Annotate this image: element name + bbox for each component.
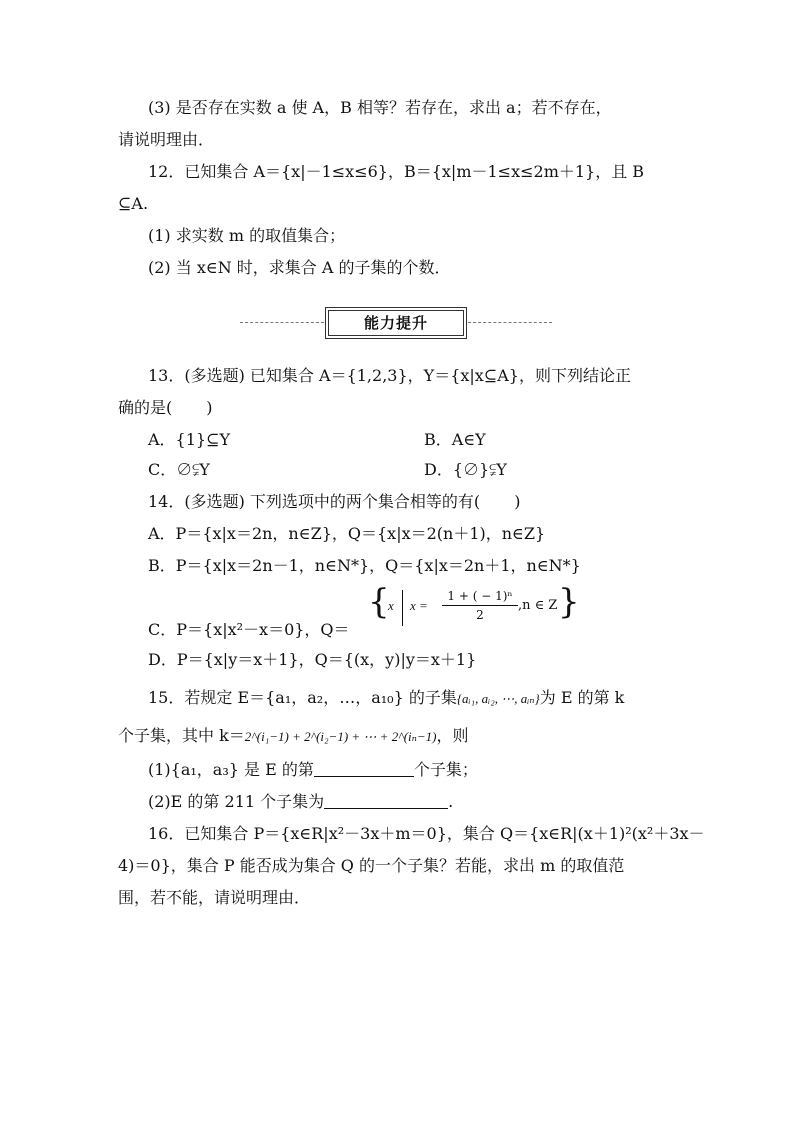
q16-line2: 4)＝0}，集合 P 能否成为集合 Q 的一个子集？若能，求出 m 的取值范 [118, 856, 625, 875]
q15-part2-text: (2)E 的第 211 个子集为 [148, 792, 325, 811]
q14-stem-text: 14．(多选题) 下列选项中的两个集合相等的有( [148, 492, 481, 511]
q14-option-a: A．P＝{x|x＝2n，n∈Z}，Q＝{x|x＝2(n＋1)，n∈Z} [148, 524, 546, 543]
q15-part2 [148, 790, 453, 814]
q12-stem-line1: 12．已知集合 A＝{x|－1≤x≤6}，B＝{x|m－1≤x≤2m＋1}，且 B [148, 162, 645, 181]
q16-line1: 16．已知集合 P＝{x∈R|x²－3x＋m＝0}，集合 Q＝{x∈R|(x＋1)²(x²＋3x－ [148, 824, 705, 843]
q14-option-d: D．P＝{x|y＝x＋1}，Q＝{(x，y)|y＝x＋1} [148, 650, 477, 669]
q15-part1-text: (1){a₁，a₃} 是 E 的第 [148, 760, 314, 779]
q16-line3: 围，若不能，请说明理由． [118, 888, 311, 907]
q12-part1: (1) 求实数 m 的取值集合； [148, 226, 346, 245]
q15-stem-line2-tail: ，则 [436, 726, 469, 745]
q13-option-b: B．A∈Y [424, 430, 486, 449]
q14-stem [148, 490, 520, 514]
q13-stem-text: 确的是( [118, 398, 173, 417]
q15-part1-tail: 个子集； [413, 760, 478, 779]
q13-stem-close: ) [206, 398, 213, 417]
q14-option-b: B．P＝{x|x＝2n－1，n∈N*}，Q＝{x|x＝2n＋1，n∈N*} [148, 556, 581, 575]
q13-option-c: C．∅⫋Y [148, 460, 210, 479]
set-variable: x [388, 598, 394, 613]
set-brace-right: } [558, 582, 580, 622]
q15-part2-tail: . [448, 792, 454, 811]
q13-option-a: A．{1}⊆Y [148, 430, 231, 449]
q15-stem-line1 [148, 686, 624, 711]
section-banner-title: 能力提升 [328, 310, 464, 336]
q12-stem-line2: ⊆A. [118, 194, 149, 213]
q15-part1 [148, 758, 478, 782]
banner-divider-left [240, 322, 324, 323]
q15-k-formula: 2^(i₁−1) + 2^(i₂−1) + ⋯ + 2^(iₙ−1) [244, 729, 437, 744]
q11-part3-line2: 请说明理由． [118, 130, 215, 149]
q13-stem-line2 [118, 396, 213, 420]
q13-stem-line1: 13．(多选题) 已知集合 A＝{1,2,3}，Y＝{x|x⊆A}，则下列结论正 [148, 366, 631, 385]
set-fraction [442, 588, 518, 624]
q15-stem-line2-text: 个子集，其中 k＝ [118, 726, 245, 745]
q15-stem-line2 [118, 724, 469, 749]
q13-option-d: D．{∅}⫋Y [424, 460, 507, 479]
q15-answer-blank-1[interactable] [314, 760, 414, 777]
q15-answer-blank-2[interactable] [324, 792, 448, 809]
fraction-denominator: 2 [476, 608, 484, 622]
set-condition-domain: ,n ∈ Z [518, 598, 558, 613]
set-condition-x: x = [410, 598, 428, 613]
q15-subset-notation: {aᵢ₁, aᵢ₂, ⋯, aᵢₙ} [456, 691, 540, 706]
q14-stem-close: ) [514, 492, 521, 511]
fraction-numerator: 1 + ( − 1)ⁿ [442, 588, 518, 606]
q12-part2: (2) 当 x∈N 时，求集合 A 的子集的个数． [148, 258, 451, 277]
q13-options-row1 [148, 428, 230, 452]
q15-stem-line1-text: 15．若规定 E＝{a₁，a₂，…，a₁₀} 的子集 [148, 688, 457, 707]
q11-part3-line1: (3) 是否存在实数 a 使 A，B 相等？若存在，求出 a；若不存在， [148, 98, 612, 117]
section-banner [240, 310, 552, 336]
q14-option-c: C．P＝{x|x²－x＝0}，Q＝ [148, 620, 350, 639]
q15-stem-line1-tail: 为 E 的第 k [539, 688, 625, 707]
set-bar [402, 590, 403, 626]
banner-divider-right [468, 322, 552, 323]
q14-option-c-set-q [368, 582, 580, 628]
set-brace-left: { [368, 582, 390, 622]
